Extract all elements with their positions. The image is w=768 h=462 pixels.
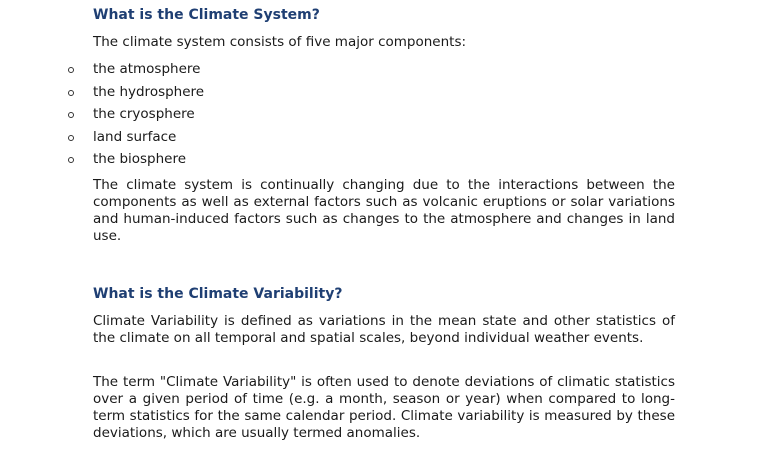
section-heading-climate-variability: What is the Climate Variability?: [93, 286, 343, 302]
list-item-label: the cryosphere: [93, 106, 195, 122]
bullet-icon: [68, 157, 74, 163]
section-heading-climate-system: What is the Climate System?: [93, 7, 320, 23]
list-item-label: the hydrosphere: [93, 83, 205, 100]
climate-system-paragraph: The climate system is continually changing due to the interactions between the components as well as external factors such as volcanic eruptions or solar variations and human-induced factors such as changes to the atmosphere and changes in land use.: [93, 177, 675, 244]
bullet-icon: [68, 90, 74, 96]
variability-definition-paragraph: Climate Variability is defined as variations in the mean state and other statistics of the climate on all temporal and spatial scales, beyond individual weather events.: [93, 313, 675, 346]
bullet-icon: [68, 112, 74, 118]
intro-paragraph: The climate system consists of five major components:: [93, 34, 467, 50]
bullet-icon: [68, 67, 74, 73]
list-item-label: the biosphere: [93, 151, 187, 167]
list-item-label: the atmosphere: [93, 61, 201, 77]
variability-term-paragraph: The term "Climate Variability" is often used to denote deviations of climatic statistics over a given period of time (e.g. a month, season or year) when compared to long-term statistics for the same calendar period. Climate variability is measured by these deviations, which are usually termed anomalies.: [93, 374, 675, 441]
bullet-icon: [68, 135, 74, 141]
list-item-label: land surface: [93, 128, 177, 145]
